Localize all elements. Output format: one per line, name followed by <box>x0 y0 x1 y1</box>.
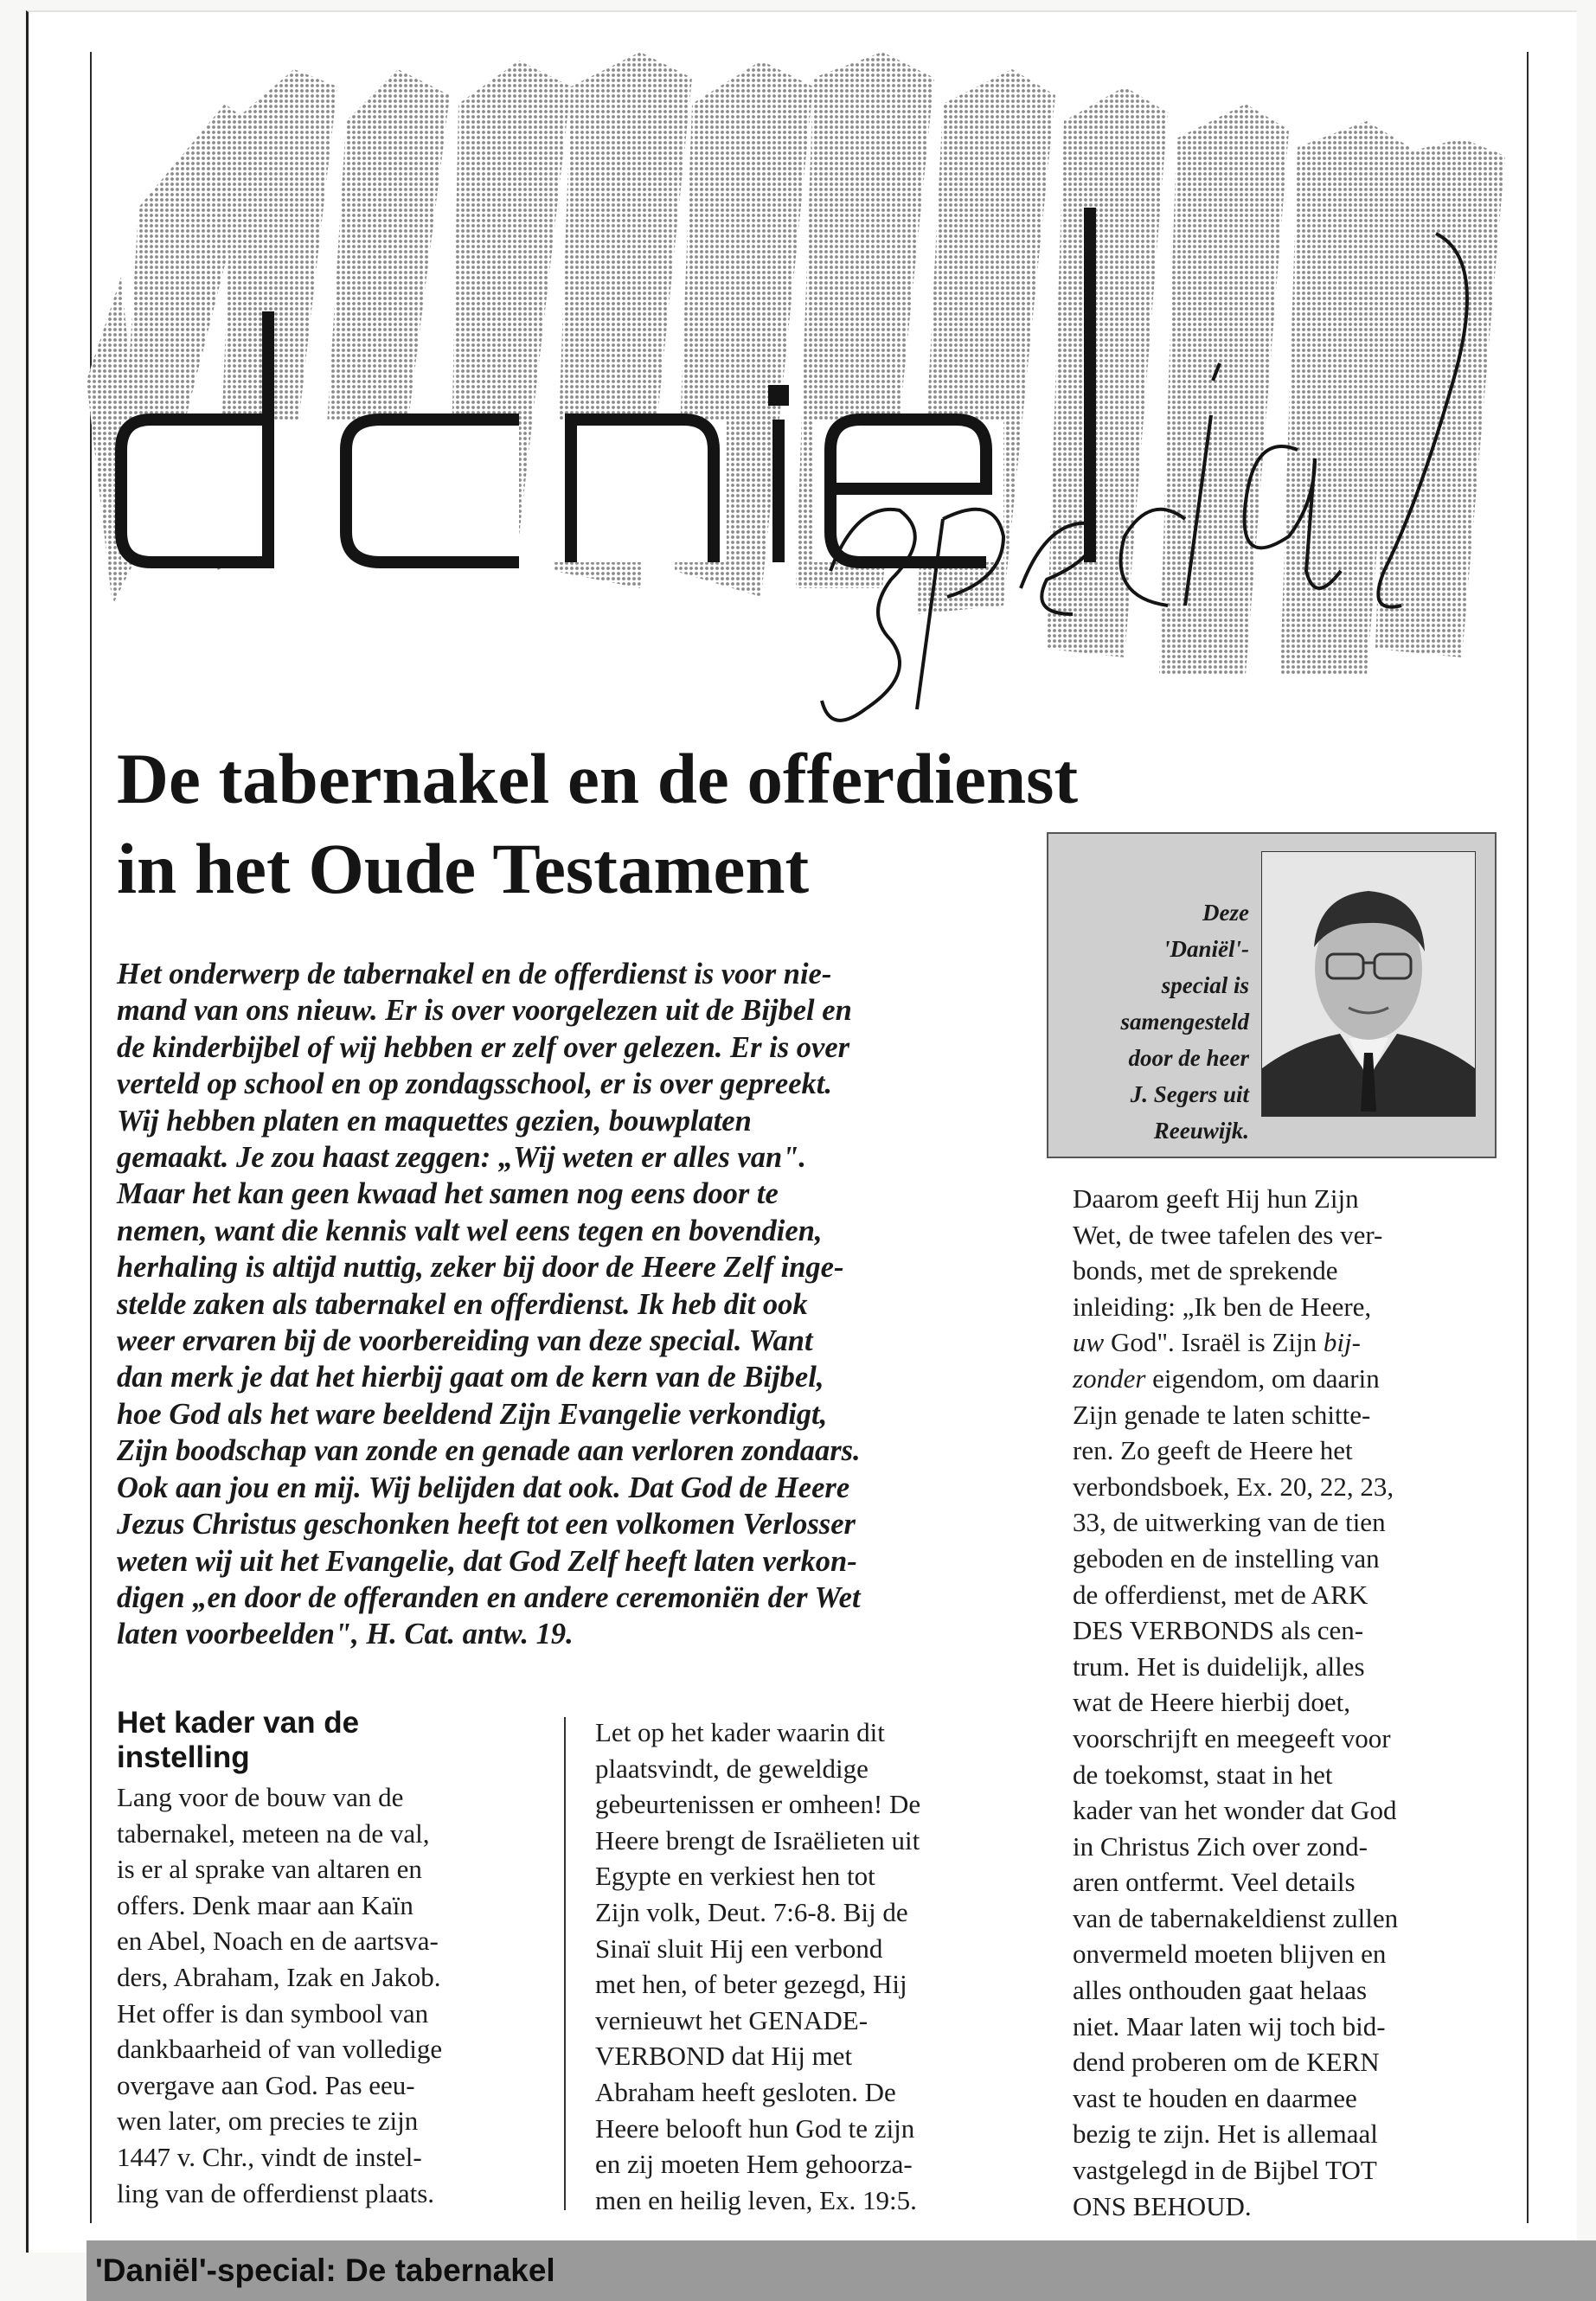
col3-text-a: Daarom geeft Hij hun Zijn Wet, de twee tafelen des ver- bonds, met de sprekende inleiding: „Ik ben de Heere, <box>1073 1183 1383 1322</box>
col3-emphasis-bijzonder: bij- zonder <box>1073 1327 1361 1394</box>
col3-text-b: God". Israël is Zijn <box>1104 1327 1324 1358</box>
body-column-3 <box>1073 1181 1522 2224</box>
col3-emphasis-uw: uw <box>1073 1327 1105 1358</box>
section-subhead: Het kader van de instelling <box>117 1706 360 1774</box>
lead-paragraph: Het onderwerp de tabernakel en de offerdienst is voor nie- mand van ons nieuw. Er is over voorgelezen uit de Bijbel en de kinderbijbel of wij hebben er zelf over gelezen. Er is over verteld op school en op zondagsschool, er is over gepreekt. Wij hebben platen en maquettes gezien, bouwplaten gemaakt. Je zou haast zeggen: „Wij weten er alles van". Maar het kan geen kwaad het samen nog eens door te nemen, want die kennis valt wel eens tegen en bovendien, herhaling is altijd nuttig, zeker bij door de Heere Zelf inge- stelde zaken als tabernakel en offerdienst. Ik heb dit ook weer ervaren bij de voorbereiding van deze special. Want dan merk je dat het hierbij gaat om de kern van de Bijbel, hoe God als het ware beeldend Zijn Evangelie verkondigt, Zijn boodschap van zonde en genade aan verloren zondaars. Ook aan jou en mij. Wij belijden dat ook. Dat God de Heere Jezus Christus geschonken heeft tot een volkomen Verlosser weten wij uit het Evangelie, dat God Zelf heeft laten verkon- digen „en door de offeranden en andere ceremoniën der Wet laten voorbeelden", H. Cat. antw. 19. <box>117 958 861 1651</box>
author-portrait <box>1261 851 1476 1117</box>
masthead-logo <box>87 52 1548 770</box>
col3-text-c: eigendom, om daarin Zijn genade te laten schitte- ren. Zo geeft de Heere het verbondsboek, Ex. 20, 22, 23, 33, de uitwerking van de tien geboden en de instelling van de offerdienst, met de ARK DES VERBONDS als cen- trum. Het is duidelijk, alles wat de Heere hierbij doet, voorschrijft en meegeeft voor de toekomst, staat in het kader van het wonder dat God in Christus Zich over zond- aren ontfermt. Veel details van de tabernakeldienst zullen onvermeld moeten blijven en alles onthouden gaat helaas niet. Maar laten wij toch bid- dend proberen om de KERN vast te houden en daarmee bezig te zijn. Het is allemaal vastgelegd in de Bijbel TOT ONS BEHOUD. <box>1073 1362 1399 2221</box>
dotted-brush-background <box>87 52 1505 675</box>
column-divider <box>564 1717 566 2210</box>
body-column-2: Let op het kader waarin dit plaatsvindt, de geweldige gebeurtenissen er omheen! De Heere brengt de Israëlieten uit Egypte en verkiest hen tot Zijn volk, Deut. 7:6-8. Bij de Sinaï sluit Hij een verbond met hen, of beter gezegd, Hij vernieuwt het GENADE- VERBOND dat Hij met Abraham heeft gesloten. De Heere belooft hun God te zijn en zij moeten Hem gehoorza- men en heilig leven, Ex. 19:5. <box>595 1717 921 2215</box>
author-caption: Deze 'Daniël'- special is samengesteld door de heer J. Segers uit Reeuwijk. <box>1120 900 1249 1144</box>
author-info-box <box>1047 832 1497 1158</box>
headline-line-2: in het Oude Testament <box>117 829 810 908</box>
footer-running-title: 'Daniël'-special: De tabernakel <box>95 2253 555 2288</box>
headline-line-1: De tabernakel en de offerdienst <box>117 739 1079 818</box>
body-column-1: Lang voor de bouw van de tabernakel, meteen na de val, is er al sprake van altaren en offers. Denk maar aan Kaïn en Abel, Noach en de aartsva- ders, Abraham, Izak en Jakob. Het offer is dan symbool van dankbaarheid of van volledige overgave aan God. Pas eeu- wen later, om precies te zijn 1447 v. Chr., vindt de instel- ling van de offerdienst plaats. <box>117 1782 443 2208</box>
